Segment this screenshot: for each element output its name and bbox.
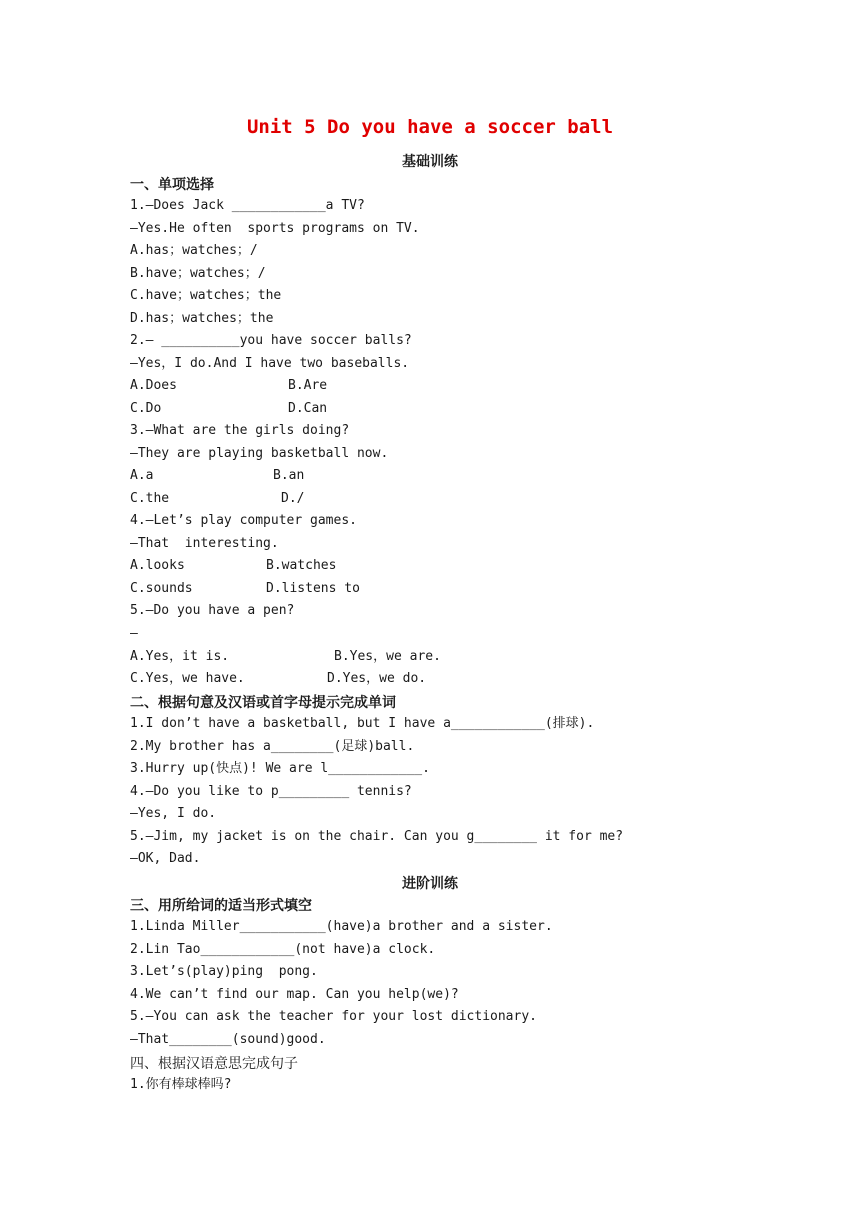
option-a: A.looks: [130, 558, 185, 573]
option-d: D.Yes，we do.: [327, 671, 427, 686]
question-line: 3.—What are the girls doing?: [130, 423, 350, 438]
exercise-line: 4.We can’t find our map. Can you help(we)?: [130, 987, 459, 1002]
advanced-training-heading: 进阶训练: [402, 876, 458, 892]
question-line: —They are playing basketball now.: [130, 446, 389, 461]
exercise-line: —That________(sound)good.: [130, 1032, 326, 1047]
exercise-line: 1.你有棒球棒吗?: [130, 1077, 232, 1092]
option-b: B.Yes，we are.: [334, 649, 441, 664]
option-d: D./: [281, 491, 305, 506]
exercise-line: 5.—You can ask the teacher for your lost dictionary.: [130, 1009, 537, 1024]
question-line: 1.—Does Jack ____________a TV?: [130, 198, 365, 213]
section1-heading: 一、单项选择: [130, 177, 214, 193]
section3-heading: 三、用所给词的适当形式填空: [130, 898, 312, 914]
exercise-line: 2.My brother has a________(足球)ball.: [130, 739, 415, 754]
option-c: C.Do: [130, 401, 162, 416]
question-line: —Yes.He often sports programs on TV.: [130, 221, 420, 236]
exercise-line: 3.Hurry up(快点)! We are l____________.: [130, 761, 430, 776]
page-title: Unit 5 Do you have a soccer ball: [246, 116, 614, 138]
exercise-line: 1.I don’t have a basketball, but I have a____________(排球).: [130, 716, 595, 731]
question-line: —That interesting.: [130, 536, 279, 551]
option-c: C.Yes，we have.: [130, 671, 245, 686]
exercise-line: —Yes, I do.: [130, 806, 217, 821]
section2-heading: 二、根据句意及汉语或首字母提示完成单词: [130, 695, 396, 711]
question-line: —: [130, 626, 138, 641]
option-a: A.has；watches；/: [130, 243, 258, 258]
option-d: D.has；watches；the: [130, 311, 274, 326]
option-b: B.an: [273, 468, 305, 483]
section4-heading: 四、根据汉语意思完成句子: [130, 1056, 298, 1072]
exercise-line: 3.Let’s(play)ping pong.: [130, 964, 318, 979]
question-line: 5.—Do you have a pen?: [130, 603, 295, 618]
exercise-line: 4.—Do you like to p_________ tennis?: [130, 784, 412, 799]
exercise-line: 5.—Jim, my jacket is on the chair. Can you g________ it for me?: [130, 829, 624, 844]
option-b: B.have；watches；/: [130, 266, 266, 281]
exercise-line: 1.Linda Miller___________(have)a brother and a sister.: [130, 919, 553, 934]
question-line: —Yes，I do.And I have two baseballs.: [130, 356, 410, 371]
option-c: C.the: [130, 491, 170, 506]
option-c: C.sounds: [130, 581, 193, 596]
option-d: D.listens to: [266, 581, 360, 596]
option-b: B.Are: [288, 378, 328, 393]
option-c: C.have；watches；the: [130, 288, 282, 303]
option-d: D.Can: [288, 401, 328, 416]
option-a: A.a: [130, 468, 154, 483]
exercise-line: —OK, Dad.: [130, 851, 201, 866]
option-a: A.Yes，it is.: [130, 649, 230, 664]
option-b: B.watches: [266, 558, 337, 573]
exercise-line: 2.Lin Tao____________(not have)a clock.: [130, 942, 436, 957]
basic-training-heading: 基础训练: [402, 154, 458, 170]
question-line: 2.— __________you have soccer balls?: [130, 333, 412, 348]
question-line: 4.—Let’s play computer games.: [130, 513, 357, 528]
option-a: A.Does: [130, 378, 177, 393]
